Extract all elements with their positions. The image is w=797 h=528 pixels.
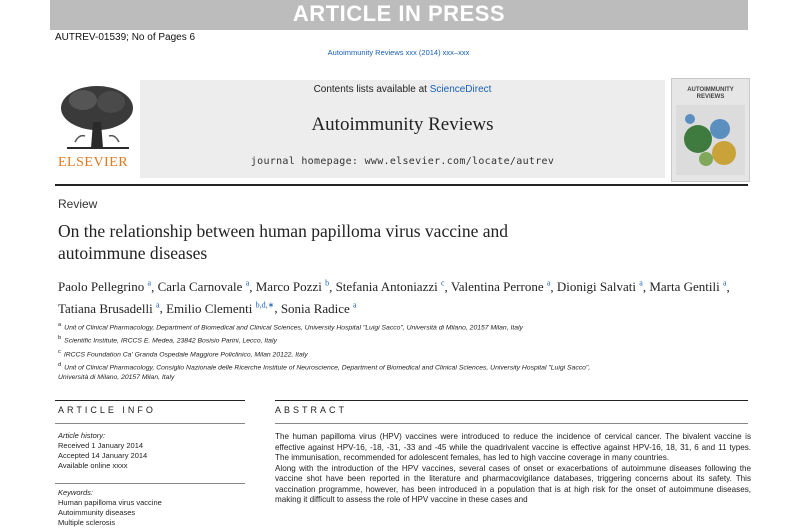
author-affiliation-marker[interactable]: b xyxy=(325,279,330,288)
affiliation-marker: d xyxy=(58,361,62,368)
history-label: Article history: xyxy=(58,431,106,440)
abstract-heading: ABSTRACT xyxy=(275,405,348,415)
cover-title xyxy=(672,87,749,101)
elsevier-tree-icon xyxy=(55,82,140,154)
author-affiliation-marker[interactable]: a xyxy=(722,279,727,288)
author-name[interactable]: Paolo Pellegrino $^a$ xyxy=(58,279,152,295)
affiliation-marker: a xyxy=(58,322,62,328)
abstract-top-rule xyxy=(275,400,748,401)
abstract-sub-rule xyxy=(275,423,748,424)
author-affiliation-marker[interactable]: c xyxy=(440,279,445,288)
abstract-paragraph-2: Along with the introduction of the HPV vaccines, several cases of onset or exacerbations of autoimmune diseases following the vaccine shot have been reported in the literature and pharmacovigilance databases, triggering concerns about its safety. This vaccination programme, however, has been introduced in a population that is at high risk for the onset of autoimmune diseases, making it difficult to assess the role of HPV vaccine in these cases and xyxy=(275,463,751,504)
section-type: Review xyxy=(58,197,98,211)
contents-line xyxy=(140,84,665,95)
author-affiliation-marker[interactable]: a xyxy=(353,300,357,310)
cover-artwork-icon xyxy=(676,105,745,175)
info-sub-rule xyxy=(55,423,245,424)
keyword: Autoimmunity diseases xyxy=(58,508,136,517)
author-name[interactable]: Marco Pozzi $^b$ xyxy=(255,279,330,295)
author-name[interactable]: Stefania Antoniazzi $^c$ xyxy=(335,279,445,295)
article-history xyxy=(58,431,147,471)
affiliation-text: Unit of Clinical Pharmacology, Consiglio Nazionale delle Ricerche Institute of Neuroscience, Department of Biomedical and Clinical Sciences, University Hospital "Luigi Sacco", xyxy=(64,364,591,372)
article-title-line1: On the relationship between human papilloma virus vaccine and xyxy=(58,221,509,241)
keywords-rule xyxy=(55,483,245,484)
affiliation-item xyxy=(58,373,758,383)
journal-citation[interactable]: Autoimmunity Reviews xxx (2014) xxx–xxx xyxy=(327,48,470,57)
sciencedirect-link[interactable]: ScienceDirect xyxy=(429,84,492,95)
elsevier-wordmark: ELSEVIER xyxy=(58,155,129,170)
affiliation-marker: c xyxy=(58,348,61,355)
header-divider xyxy=(55,184,748,186)
journal-cover-image xyxy=(671,78,750,182)
affiliation-text: Scientific Institute, IRCCS E. Medea, 23842 Bosisio Parini, Lecco, Italy xyxy=(64,337,277,345)
author-affiliation-marker[interactable]: a xyxy=(639,279,643,288)
document-id: AUTREV-01539; No of Pages 6 xyxy=(55,32,196,43)
author-name[interactable]: Carla Carnovale $^a$ xyxy=(157,279,250,295)
author-name[interactable]: Sonia Radice $^a$ xyxy=(280,300,357,316)
article-info-heading: ARTICLE INFO xyxy=(58,405,156,415)
author-list: Paolo Pellegrino $^a$, Carla Carnovale $^a$, Marco Pozzi $^b$, Stefania Antoniazzi $^c$, Valentina Perrone $^a$, Dionigi Salvati $^a$, Marta Gentili $^a$, Tatiana Brusadelli $^a$, Emilio Clementi $^{b,d,∗}$, Sonia Radice $^a$ xyxy=(58,279,730,316)
cover-title-line2: REVIEWS xyxy=(696,94,725,100)
affiliation-text: Unit of Clinical Pharmacology, Department of Biomedical and Clinical Sciences, University Hospital "Luigi Sacco", Università di Milano, 20157 Milan, Italy xyxy=(64,324,523,332)
received-date: Received 1 January 2014 xyxy=(58,441,144,450)
keyword: Human papilloma virus vaccine xyxy=(58,498,162,507)
journal-title: Autoimmunity Reviews xyxy=(311,114,494,135)
author-name[interactable]: Tatiana Brusadelli $^a$ xyxy=(58,300,160,316)
author-affiliation-marker[interactable]: a xyxy=(546,279,551,288)
accepted-date: Accepted 14 January 2014 xyxy=(58,451,148,460)
author-name[interactable]: Emilio Clementi $^{b,d,∗}$ xyxy=(166,300,275,316)
author-name[interactable]: Marta Gentili $^a$ xyxy=(649,279,727,295)
author-affiliation-marker[interactable]: a xyxy=(245,279,250,288)
article-in-press-banner: ARTICLE IN PRESS xyxy=(50,0,748,30)
affiliation-item xyxy=(58,320,758,333)
article-title xyxy=(58,220,618,264)
affiliation-text: Università di Milano, 20157 Milan, Italy xyxy=(58,374,175,382)
abstract-body xyxy=(275,432,751,506)
online-date: Available online xxxx xyxy=(58,461,128,470)
info-top-rule xyxy=(55,400,245,401)
affiliation-item xyxy=(58,333,758,346)
author-name[interactable]: Dionigi Salvati $^a$ xyxy=(556,279,643,295)
author-name[interactable]: Valentina Perrone $^a$ xyxy=(450,279,551,295)
affiliation-item xyxy=(58,360,758,373)
contents-prefix: Contents lists available at xyxy=(313,84,430,95)
affiliation-list xyxy=(58,320,758,383)
affiliation-text: IRCCS Foundation Ca' Granda Ospedale Maggiore Policlinico, Milan 20122, Italy xyxy=(63,350,308,358)
author-affiliation-marker[interactable]: a xyxy=(156,300,160,310)
affiliation-item xyxy=(58,347,758,360)
abstract-paragraph-1: The human papilloma virus (HPV) vaccines were introduced to reduce the incidence of cervical cancer. The bivalent vaccine is effective against HPV-16, -18, -31, -33 and -45 while the quadrivalent vaccine is effective against HPV-16, 18, 31, 6 and 11 types. The immunisation, recommended for adolescent females, has led to high vaccine coverage in many countries. xyxy=(275,432,751,462)
journal-homepage[interactable]: journal homepage: www.elsevier.com/locate/autrev xyxy=(250,156,555,167)
cover-title-line1: AUTOIMMUNITY xyxy=(687,87,734,93)
article-title-line2: autoimmune diseases xyxy=(58,243,208,263)
keywords-label: Keywords: xyxy=(58,488,94,497)
author-affiliation-marker[interactable]: a xyxy=(147,279,152,288)
keywords-block xyxy=(58,488,162,528)
keyword: Multiple sclerosis xyxy=(58,518,116,527)
affiliation-marker: b xyxy=(58,335,62,342)
author-affiliation-marker[interactable]: b,d,∗ xyxy=(255,300,275,310)
